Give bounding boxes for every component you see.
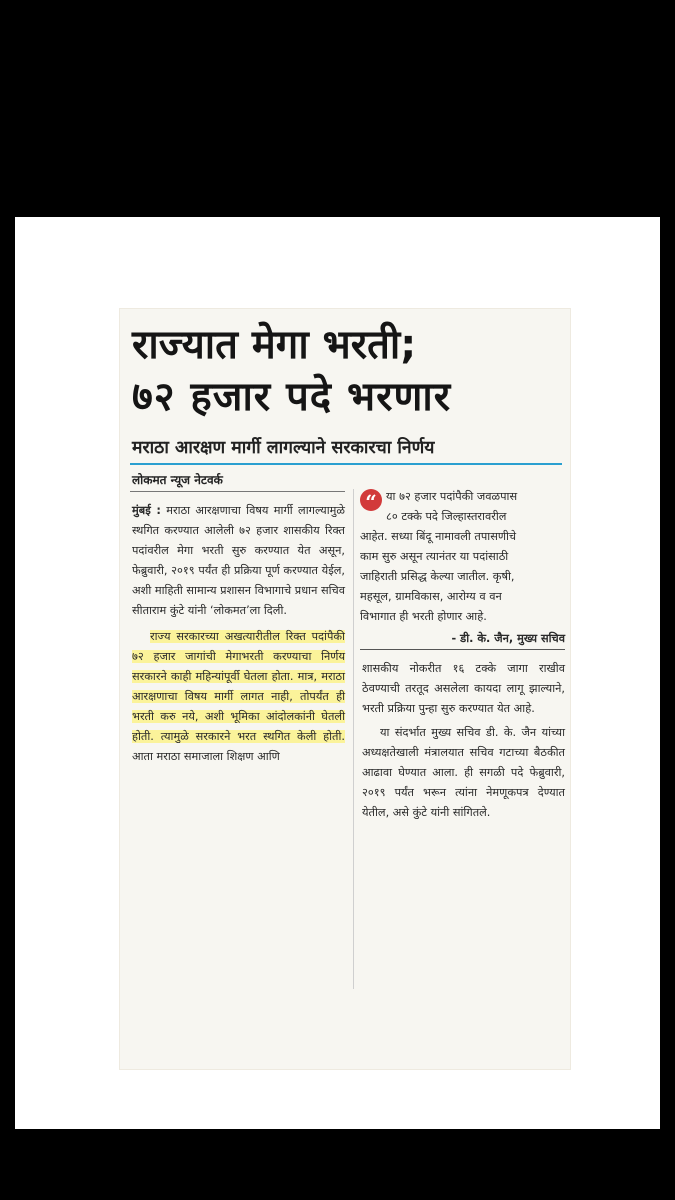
left-second-paragraph: [132, 627, 345, 767]
tail-text: आता मराठा समाजाला शिक्षण आणि: [132, 750, 280, 763]
headline-line-1: राज्यात मेगा भरती;: [132, 322, 417, 368]
quote-line: विभागात ही भरती होणार आहे.: [360, 610, 487, 623]
byline: लोकमत न्यूज नेटवर्क: [132, 473, 223, 487]
quote-text: [360, 487, 565, 627]
newspaper-clipping: [120, 309, 570, 1069]
lead-text: मराठा आरक्षणाचा विषय मार्गी लागल्यामुळे स्थगित करण्यात आलेली ७२ हजार शासकीय रिक्त पदांवरील मेगा भरती सुरु करण्यात येत असून, फेब्रुवारी, २०१९ पर्यंत ही प्रक्रिया पूर्ण करण्यात येईल, अशी माहिती सामान्य प्रशासन विभागाचे प्रधान सचिव सीताराम कुंटे यांनी ‘लोकमत’ला दिली.: [132, 504, 345, 617]
pull-quote: [360, 487, 565, 649]
quote-line: आहेत. सध्या बिंदू नामावली तपासणीचे: [360, 530, 517, 543]
white-backdrop: [15, 217, 660, 1129]
subheadline-rule: [130, 463, 562, 465]
right-paragraph-2: या संदर्भात मुख्य सचिव डी. के. जैन यांच्या अध्यक्षतेखाली मंत्रालयात सचिव गटाच्या बैठकीत आढावा घेण्यात आला. ही सगळी पदे फेब्रुवारी, २०१९ पर्यंत भरून त्यांना नेमणूकपत्र देण्यात येतील, असे कुंटे यांनी सांगितले.: [362, 726, 565, 819]
subheadline: मराठा आरक्षण मार्गी लागल्याने सरकारचा निर्णय: [132, 438, 435, 458]
quote-line: जाहिराती प्रसिद्ध केल्या जातील. कृषी,: [360, 570, 515, 583]
dateline-place: मुंबई :: [132, 504, 161, 517]
byline-rule: [130, 491, 345, 492]
column-divider: [353, 489, 354, 989]
left-column: [132, 501, 345, 767]
right-column: [362, 659, 565, 823]
quote-line: महसूल, ग्रामविकास, आरोग्य व वन: [360, 590, 502, 603]
quote-rule: [360, 649, 565, 650]
quote-line: काम सुरु असून त्यानंतर या पदांसाठी: [360, 550, 509, 563]
left-lead-paragraph: [132, 501, 345, 621]
quote-line: या ७२ हजार पदांपैकी जवळपास: [386, 490, 518, 503]
right-paragraph-1: शासकीय नोकरीत १६ टक्के जागा राखीव ठेवण्याची तरतूद असलेला कायदा लागू झाल्याने, भरती प्रक्रिया पुन्हा सुरु करण्यात येत आहे.: [362, 662, 565, 715]
quote-author: - डी. के. जैन, मुख्य सचिव: [451, 632, 565, 645]
quote-line: ८० टक्के पदे जिल्हास्तरावरील: [386, 510, 507, 523]
highlighted-text: राज्य सरकारच्या अखत्यारीतील रिक्त पदांपैकी ७२ हजार जागांची मेगाभरती करण्याचा निर्णय सरकारने काही महिन्यांपूर्वी घेतला होता. मात्र, मराठा आरक्षणाचा विषय मार्गी लागत नाही, तोपर्यंत ही भरती करु नये, अशी भूमिका आंदोलकांनी घेतली होती. त्यामुळे सरकारने भरत स्थगित केली होती.: [132, 630, 345, 743]
headline: [132, 319, 562, 423]
headline-line-2: ७२ हजार पदे भरणार: [132, 374, 452, 420]
quote-mark-icon: “: [360, 489, 382, 511]
